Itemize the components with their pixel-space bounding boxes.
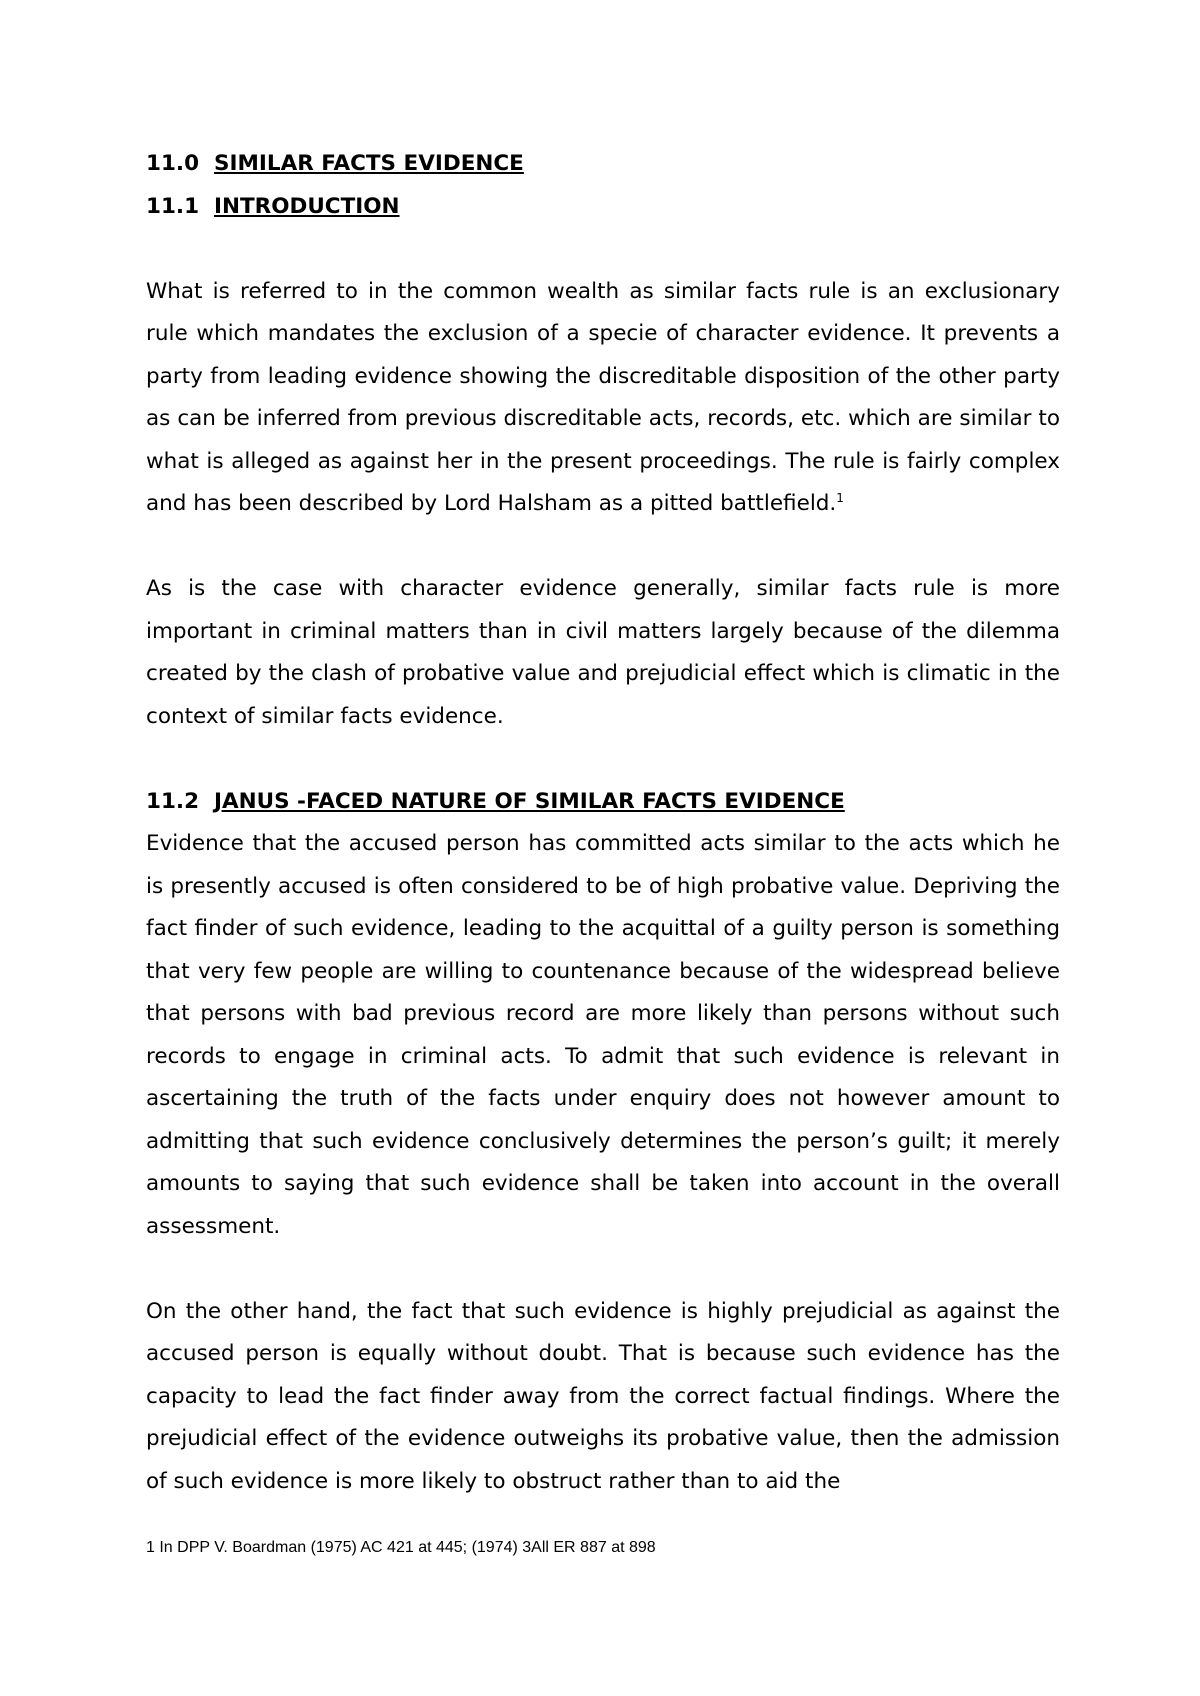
spacer [146, 228, 1060, 271]
section-number: 11.0 [146, 151, 200, 176]
spacer [146, 1248, 1060, 1291]
section-title: INTRODUCTION [214, 193, 400, 219]
section-number: 11.1 [146, 193, 200, 219]
section-heading-11-0 [146, 143, 1060, 186]
section-heading-11-1 [146, 186, 1060, 229]
section-title: SIMILAR FACTS EVIDENCE [214, 151, 524, 176]
spacer [146, 738, 1060, 781]
intro-paragraph-1 [146, 271, 1060, 526]
section-title: JANUS -FACED NATURE OF SIMILAR FACTS EVIDENCE [214, 788, 845, 814]
janus-paragraph-2: On the other hand, the fact that such evidence is highly prejudicial as against the accused person is equally without doubt. That is because such evidence has the capacity to lead the fact finder away from the correct factual findings. Where the prejudicial effect of the evidence outweighs its probative value, then the admission of such evidence is more likely to obstruct rather than to aid the [146, 1298, 1060, 1494]
section-heading-11-2 [146, 781, 1060, 824]
footnote-reference: 1 [836, 490, 844, 505]
page-body [146, 143, 1060, 1503]
footnote [146, 1537, 656, 1559]
footnote-text: In DPP V. Boardman (1975) AC 421 at 445; (1974) 3All ER 887 at 898 [159, 1539, 656, 1556]
janus-paragraph-1: Evidence that the accused person has committed acts similar to the acts which he is presently accused is often considered to be of high probative value. Depriving the fact finder of such evidence, leading to the acquittal of a guilty person is something that very few people are willing to countenance because of the widespread believe that persons with bad previous record are more likely than persons without such records to engage in criminal acts. To admit that such evidence is relevant in ascertaining the truth of the facts under enquiry does not however amount to admitting that such evidence conclusively determines the person’s guilt; it merely amounts to saying that such evidence shall be taken into account in the overall assessment. [146, 831, 1060, 1239]
footnote-marker: 1 [146, 1539, 155, 1556]
section-number: 11.2 [146, 788, 200, 814]
paragraph-text: What is referred to in the common wealth as similar facts rule is an exclusionary rule which mandates the exclusion of a specie of character evidence. It prevents a party from leading evidence showing the discreditable disposition of the other party as can be inferred from previous discreditable acts, records, etc. which are similar to what is alleged as against her in the present proceedings. The rule is fairly complex and has been described by Lord Halsham as a pitted battlefield. [146, 278, 1060, 516]
spacer [146, 526, 1060, 569]
intro-paragraph-2: As is the case with character evidence generally, similar facts rule is more important in criminal matters than in civil matters largely because of the dilemma created by the clash of probative value and prejudicial effect which is climatic in the context of similar facts evidence. [146, 576, 1060, 729]
